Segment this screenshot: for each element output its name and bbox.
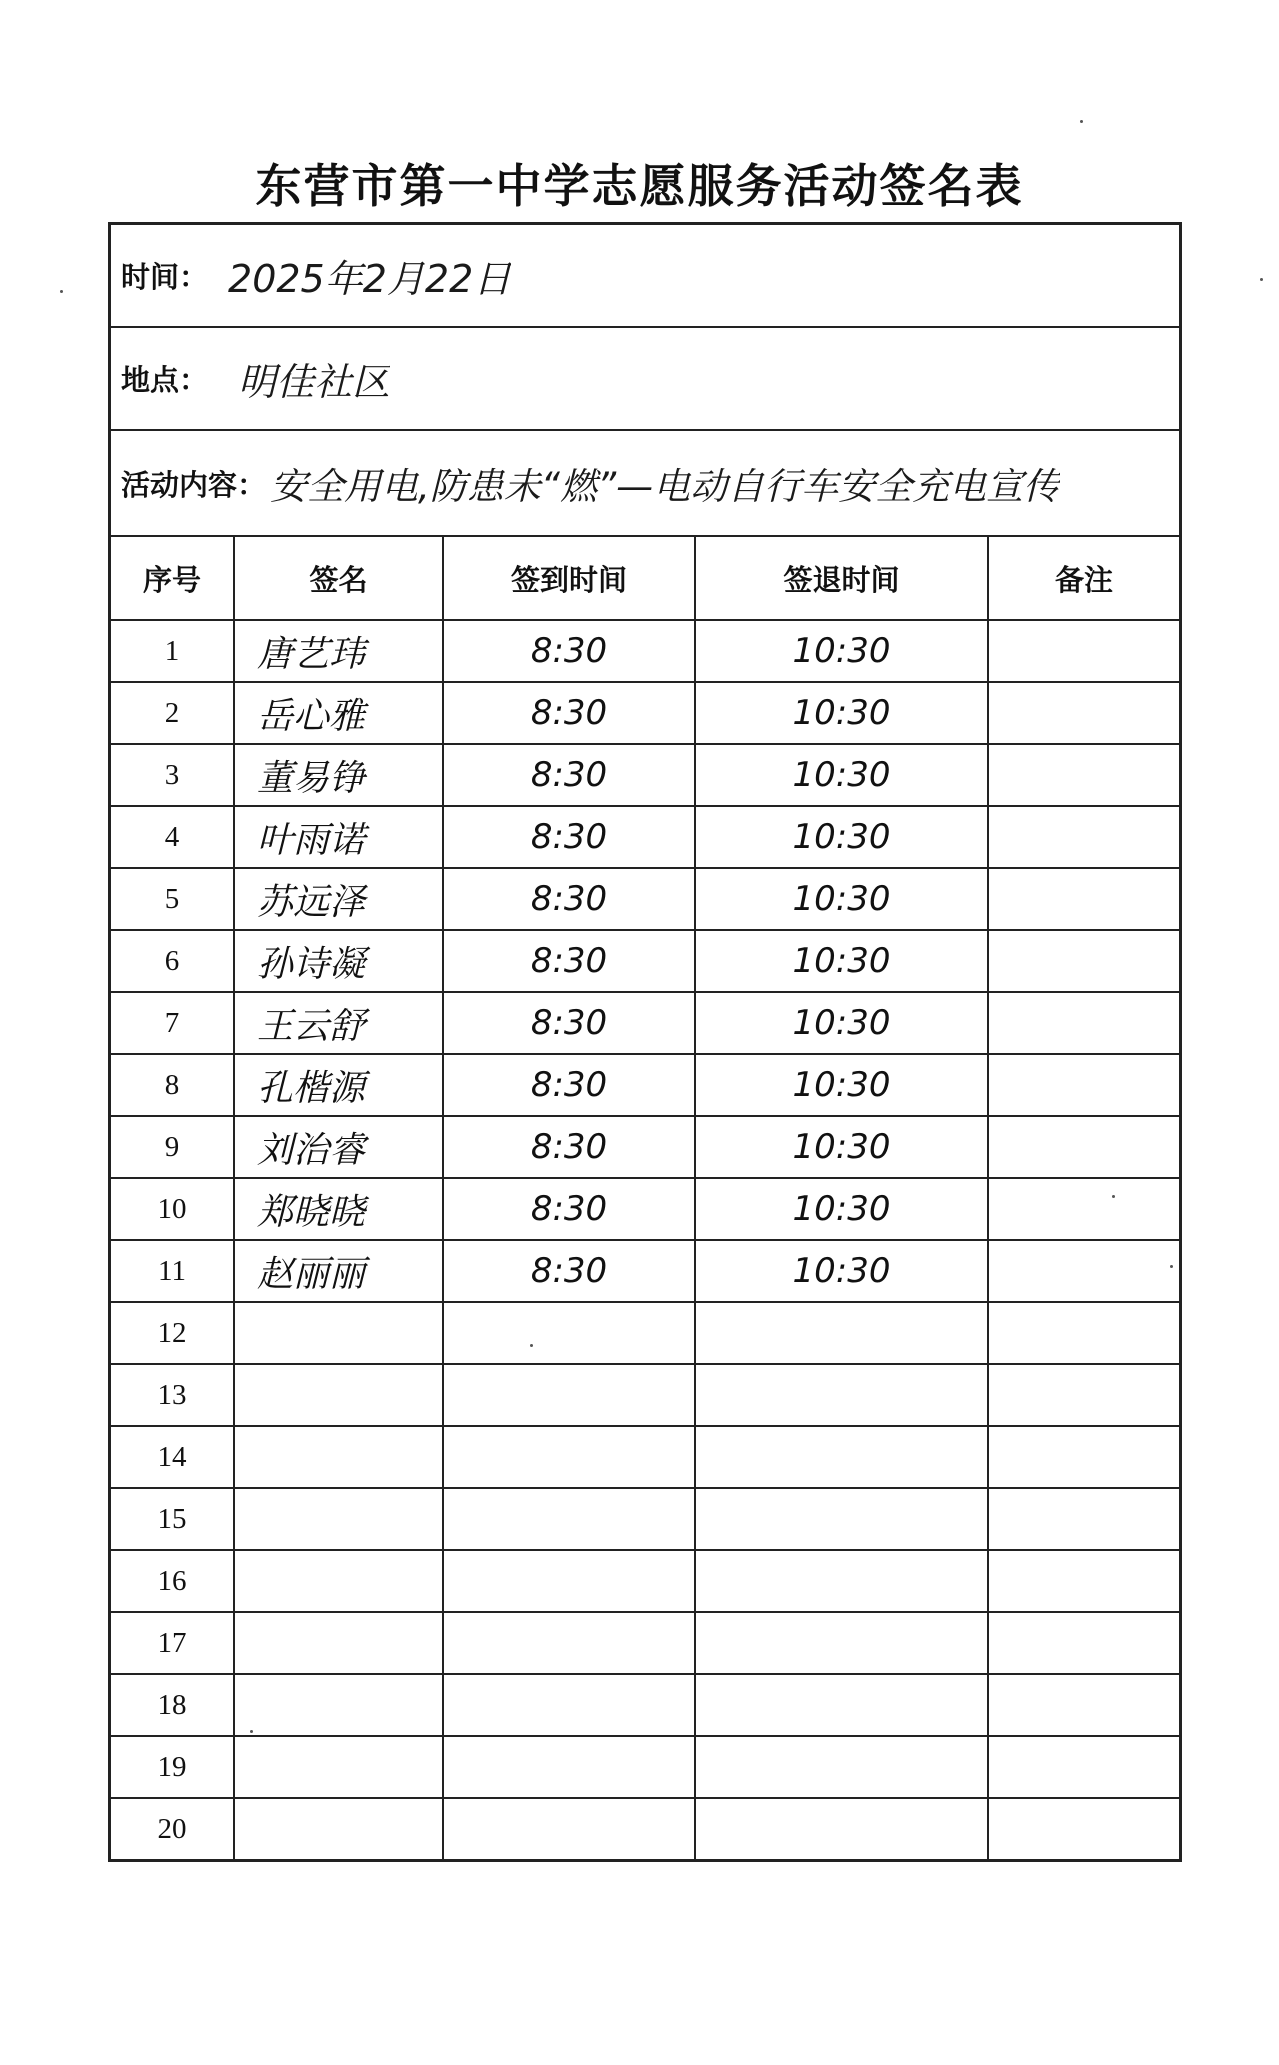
- time-row: [111, 225, 1179, 328]
- table-row: [111, 1054, 1179, 1116]
- checkin-time-cell: [443, 1364, 695, 1426]
- checkin-time-cell: 8:30: [443, 620, 695, 682]
- table-row: [111, 992, 1179, 1054]
- row-number: 9: [111, 1116, 234, 1178]
- scan-speck: [250, 1730, 253, 1733]
- note-cell: [988, 1550, 1179, 1612]
- note-cell: [988, 1116, 1179, 1178]
- scan-speck: [60, 290, 63, 293]
- place-label: 地点：: [121, 363, 209, 397]
- row-number: 3: [111, 744, 234, 806]
- checkin-time-cell: 8:30: [443, 682, 695, 744]
- note-cell: [988, 744, 1179, 806]
- scan-speck: [530, 1344, 533, 1347]
- checkout-time-cell: 10:30: [695, 744, 988, 806]
- row-number: 6: [111, 930, 234, 992]
- note-cell: [988, 868, 1179, 930]
- row-number: 17: [111, 1612, 234, 1674]
- checkout-time-cell: 10:30: [695, 806, 988, 868]
- table-row: [111, 1736, 1179, 1798]
- note-cell: [988, 1674, 1179, 1736]
- table-row: [111, 1426, 1179, 1488]
- signature-cell: [234, 1364, 443, 1426]
- content-row: [111, 431, 1179, 537]
- scan-speck: [1080, 120, 1083, 123]
- table-row: [111, 1550, 1179, 1612]
- page-title: 东营市第一中学志愿服务活动签名表: [255, 159, 1024, 213]
- checkin-time-cell: 8:30: [443, 1054, 695, 1116]
- note-cell: [988, 1798, 1179, 1859]
- table-row: [111, 1240, 1179, 1302]
- content-value: 安全用电,防患未“燃”—电动自行车安全充电宣传: [270, 465, 1061, 508]
- checkout-time-cell: [695, 1302, 988, 1364]
- row-number: 8: [111, 1054, 234, 1116]
- row-number: 13: [111, 1364, 234, 1426]
- checkin-time-cell: 8:30: [443, 1116, 695, 1178]
- scan-speck: [1260, 278, 1263, 281]
- col-header-checkin: 签到时间: [443, 537, 695, 620]
- signature-cell: 王云舒: [234, 992, 443, 1054]
- row-number: 18: [111, 1674, 234, 1736]
- checkout-time-cell: [695, 1674, 988, 1736]
- note-cell: [988, 806, 1179, 868]
- signature-cell: [234, 1426, 443, 1488]
- signature-cell: [234, 1736, 443, 1798]
- place-row: [111, 328, 1179, 431]
- signature-cell: [234, 1612, 443, 1674]
- col-header-checkout: 签退时间: [695, 537, 988, 620]
- checkin-time-cell: 8:30: [443, 1240, 695, 1302]
- checkout-time-cell: 10:30: [695, 1054, 988, 1116]
- checkin-time-cell: [443, 1798, 695, 1859]
- signature-cell: 岳心雅: [234, 682, 443, 744]
- note-cell: [988, 1736, 1179, 1798]
- row-number: 15: [111, 1488, 234, 1550]
- signature-cell: 孔楷源: [234, 1054, 443, 1116]
- checkin-time-cell: 8:30: [443, 930, 695, 992]
- note-cell: [988, 682, 1179, 744]
- row-number: 19: [111, 1736, 234, 1798]
- checkin-time-cell: 8:30: [443, 992, 695, 1054]
- checkout-time-cell: 10:30: [695, 868, 988, 930]
- scan-speck: [1112, 1195, 1115, 1198]
- signature-cell: [234, 1550, 443, 1612]
- table-row: [111, 1116, 1179, 1178]
- checkout-time-cell: [695, 1798, 988, 1859]
- checkout-time-cell: 10:30: [695, 1178, 988, 1240]
- table-row: [111, 1364, 1179, 1426]
- note-cell: [988, 1612, 1179, 1674]
- time-label: 时间：: [121, 260, 209, 294]
- checkout-time-cell: [695, 1736, 988, 1798]
- signature-cell: 董易铮: [234, 744, 443, 806]
- row-number: 12: [111, 1302, 234, 1364]
- signin-table: [111, 537, 1179, 1859]
- signature-cell: [234, 1302, 443, 1364]
- checkin-time-cell: 8:30: [443, 1178, 695, 1240]
- signature-cell: [234, 1674, 443, 1736]
- table-row: [111, 868, 1179, 930]
- checkin-time-cell: 8:30: [443, 868, 695, 930]
- signin-sheet: [108, 222, 1182, 1862]
- note-cell: [988, 992, 1179, 1054]
- table-row: [111, 1612, 1179, 1674]
- row-number: 20: [111, 1798, 234, 1859]
- signature-cell: [234, 1798, 443, 1859]
- checkin-time-cell: [443, 1612, 695, 1674]
- col-header-number: 序号: [111, 537, 234, 620]
- signature-cell: 叶雨诺: [234, 806, 443, 868]
- table-row: [111, 930, 1179, 992]
- table-row: [111, 1488, 1179, 1550]
- checkin-time-cell: 8:30: [443, 806, 695, 868]
- note-cell: [988, 1054, 1179, 1116]
- checkin-time-cell: [443, 1674, 695, 1736]
- row-number: 4: [111, 806, 234, 868]
- signature-cell: 唐艺玮: [234, 620, 443, 682]
- checkout-time-cell: [695, 1488, 988, 1550]
- table-header: [111, 537, 1179, 620]
- checkout-time-cell: 10:30: [695, 620, 988, 682]
- checkin-time-cell: [443, 1550, 695, 1612]
- row-number: 10: [111, 1178, 234, 1240]
- checkout-time-cell: 10:30: [695, 992, 988, 1054]
- scan-speck: [1170, 1265, 1173, 1268]
- note-cell: [988, 1302, 1179, 1364]
- row-number: 16: [111, 1550, 234, 1612]
- checkin-time-cell: [443, 1488, 695, 1550]
- table-row: [111, 620, 1179, 682]
- row-number: 7: [111, 992, 234, 1054]
- table-row: [111, 744, 1179, 806]
- checkout-time-cell: [695, 1426, 988, 1488]
- note-cell: [988, 930, 1179, 992]
- note-cell: [988, 620, 1179, 682]
- table-row: [111, 682, 1179, 744]
- checkout-time-cell: 10:30: [695, 1240, 988, 1302]
- checkin-time-cell: [443, 1302, 695, 1364]
- checkout-time-cell: [695, 1550, 988, 1612]
- table-row: [111, 1178, 1179, 1240]
- col-header-signature: 签名: [234, 537, 443, 620]
- table-row: [111, 806, 1179, 868]
- row-number: 11: [111, 1240, 234, 1302]
- row-number: 14: [111, 1426, 234, 1488]
- signature-cell: 孙诗凝: [234, 930, 443, 992]
- row-number: 2: [111, 682, 234, 744]
- col-header-note: 备注: [988, 537, 1179, 620]
- row-number: 1: [111, 620, 234, 682]
- note-cell: [988, 1426, 1179, 1488]
- signature-cell: 赵丽丽: [234, 1240, 443, 1302]
- checkin-time-cell: [443, 1426, 695, 1488]
- checkin-time-cell: [443, 1736, 695, 1798]
- time-value: 2025年2月22日: [228, 257, 512, 301]
- note-cell: [988, 1178, 1179, 1240]
- content-label: 活动内容：: [121, 467, 267, 502]
- checkout-time-cell: [695, 1612, 988, 1674]
- note-cell: [988, 1240, 1179, 1302]
- signature-cell: 苏远泽: [234, 868, 443, 930]
- checkout-time-cell: 10:30: [695, 930, 988, 992]
- signature-cell: 郑晓晓: [234, 1178, 443, 1240]
- note-cell: [988, 1364, 1179, 1426]
- signature-cell: [234, 1488, 443, 1550]
- checkout-time-cell: [695, 1364, 988, 1426]
- note-cell: [988, 1488, 1179, 1550]
- checkout-time-cell: 10:30: [695, 682, 988, 744]
- table-row: [111, 1302, 1179, 1364]
- checkout-time-cell: 10:30: [695, 1116, 988, 1178]
- checkin-time-cell: 8:30: [443, 744, 695, 806]
- table-row: [111, 1674, 1179, 1736]
- table-row: [111, 1798, 1179, 1859]
- place-value: 明佳社区: [238, 360, 391, 404]
- row-number: 5: [111, 868, 234, 930]
- signature-cell: 刘治睿: [234, 1116, 443, 1178]
